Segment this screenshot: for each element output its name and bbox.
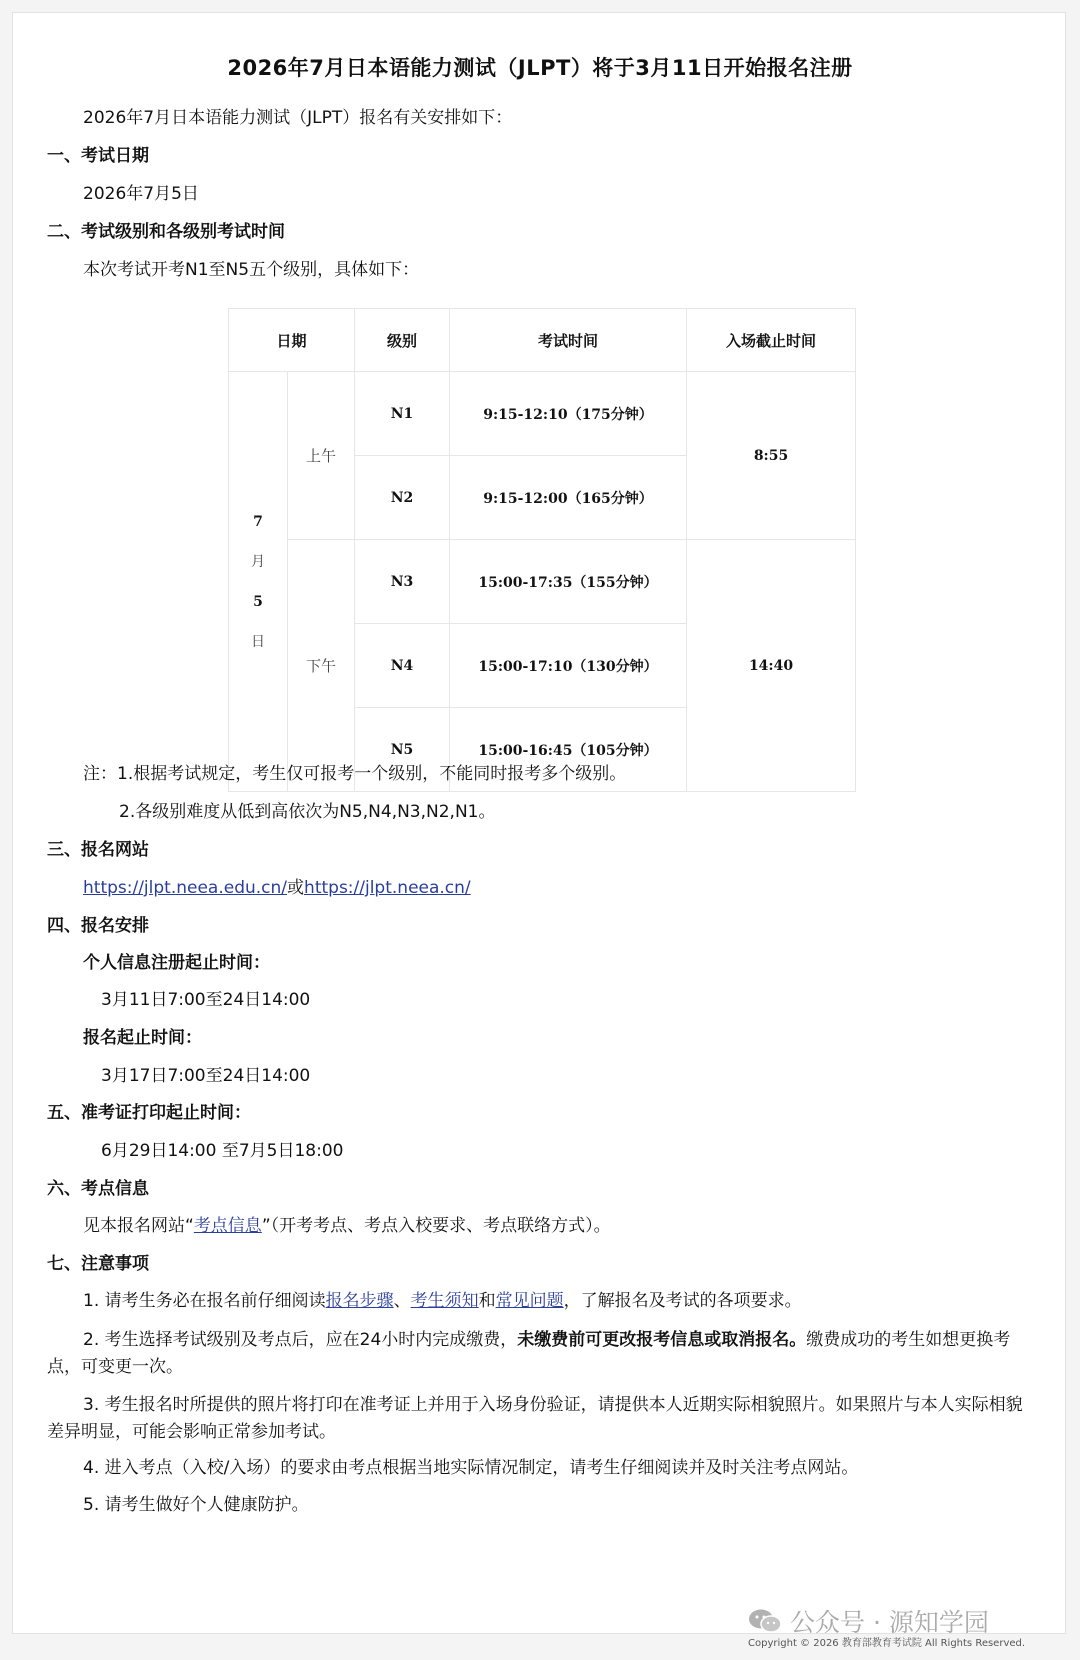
notice-2-pre: 2. 考生选择考试级别及考点后，应在24小时内完成缴费， — [83, 1330, 518, 1350]
table-row — [229, 540, 856, 624]
notice-item-2 — [47, 1327, 1037, 1381]
exam-schedule-table — [228, 308, 856, 792]
section-heading-exam-date: 一、考试日期 — [47, 146, 149, 166]
copyright-text: Copyright © 2026 教育部教育考试院 All Rights Reserved. — [748, 1638, 1026, 1649]
notice-item-3: 3. 考生报名时所提供的照片将打印在准考证上并用于入场身份验证，请提供本人近期实际相貌照片。如果照片与本人实际相貌差异明显，可能会影响正常参加考试。 — [47, 1395, 1023, 1442]
reg-period-time: 3月11日7:00至24日14:00 — [101, 990, 311, 1010]
level-cell: N4 — [355, 624, 450, 708]
watermark-text: 公众号 · 源知学园 — [790, 1608, 989, 1637]
date-char: 日 — [251, 633, 265, 650]
intro-text: 2026年7月日本语能力测试（JLPT）报名有关安排如下： — [83, 108, 513, 128]
notice-2-post: 缴费成功的考生如想更换考点，可变更一次。 — [47, 1330, 1011, 1377]
notice-1-post: ，了解报名及考试的各项要求。 — [563, 1291, 802, 1311]
wechat-icon — [748, 1608, 782, 1634]
section-heading-website: 三、报名网站 — [47, 840, 149, 860]
candidate-notice-link[interactable]: 考生须知 — [410, 1291, 479, 1311]
time-cell: 9:15-12:10（175分钟） — [450, 372, 687, 456]
faq-link[interactable]: 常见问题 — [495, 1291, 564, 1311]
entry-deadline-afternoon: 14:40 — [687, 540, 856, 792]
header-date: 日期 — [229, 309, 355, 372]
reg-period-label: 个人信息注册起止时间： — [83, 953, 270, 973]
notice-1-sep: 和 — [478, 1291, 496, 1311]
notice-item-5: 5. 请考生做好个人健康防护。 — [83, 1495, 309, 1515]
header-level: 级别 — [355, 309, 450, 372]
exam-date-text: 2026年7月5日 — [83, 184, 199, 204]
header-exam-time: 考试时间 — [450, 309, 687, 372]
website-links — [83, 876, 471, 900]
notice-item-1 — [83, 1289, 802, 1313]
link-separator: 或 — [287, 878, 305, 898]
period-morning: 上午 — [288, 372, 355, 540]
registration-link-cn[interactable]: https://jlpt.neea.cn/ — [304, 878, 471, 898]
header-entry-deadline: 入场截止时间 — [687, 309, 856, 372]
table-header-row — [229, 309, 856, 372]
section-heading-notices: 七、注意事项 — [47, 1254, 149, 1274]
test-center-text — [83, 1214, 611, 1238]
note-2: 2.各级别难度从低到高依次为N5,N4,N3,N2,N1。 — [119, 802, 496, 822]
period-afternoon: 下午 — [288, 540, 355, 792]
table-row — [229, 372, 856, 456]
time-cell: 15:00-16:45（105分钟） — [450, 708, 687, 792]
test-center-pre: 见本报名网站“ — [83, 1216, 194, 1236]
date-char: 5 — [253, 593, 263, 610]
section-heading-admission-ticket: 五、准考证打印起止时间： — [47, 1103, 251, 1123]
section-heading-test-center: 六、考点信息 — [47, 1179, 149, 1199]
date-char: 月 — [251, 553, 265, 570]
level-cell: N3 — [355, 540, 450, 624]
apply-period-time: 3月17日7:00至24日14:00 — [101, 1066, 311, 1086]
notice-1-pre: 1. 请考生务必在报名前仔细阅读 — [83, 1291, 326, 1311]
test-center-post: ”（开考考点、考点入校要求、考点联络方式）。 — [261, 1216, 611, 1236]
section-heading-registration: 四、报名安排 — [47, 916, 149, 936]
entry-deadline-morning: 8:55 — [687, 372, 856, 540]
level-cell: N2 — [355, 456, 450, 540]
registration-link-edu[interactable]: https://jlpt.neea.edu.cn/ — [83, 878, 288, 898]
admission-ticket-time: 6月29日14:00 至7月5日18:00 — [101, 1141, 344, 1161]
exam-date-cell — [229, 372, 288, 792]
date-char: 7 — [253, 513, 263, 530]
section-heading-levels: 二、考试级别和各级别考试时间 — [47, 222, 285, 242]
levels-intro-text: 本次考试开考N1至N5五个级别，具体如下： — [83, 260, 420, 280]
time-cell: 15:00-17:35（155分钟） — [450, 540, 687, 624]
time-cell: 15:00-17:10（130分钟） — [450, 624, 687, 708]
page-title: 2026年7月日本语能力测试（JLPT）将于3月11日开始报名注册 — [227, 56, 853, 80]
notice-2-bold: 未缴费前可更改报考信息或取消报名。 — [517, 1330, 807, 1350]
note-1: 注：1.根据考试规定，考生仅可报考一个级别，不能同时报考多个级别。 — [83, 764, 627, 784]
level-cell: N1 — [355, 372, 450, 456]
notice-item-4: 4. 进入考点（入校/入场）的要求由考点根据当地实际情况制定，请考生仔细阅读并及时关注考点网站。 — [83, 1458, 859, 1478]
test-center-info-link[interactable]: 考点信息 — [193, 1216, 262, 1236]
registration-steps-link[interactable]: 报名步骤 — [325, 1291, 394, 1311]
notice-1-sep: 、 — [393, 1291, 411, 1311]
apply-period-label: 报名起止时间： — [83, 1028, 202, 1048]
level-cell: N5 — [355, 708, 450, 792]
time-cell: 9:15-12:00（165分钟） — [450, 456, 687, 540]
